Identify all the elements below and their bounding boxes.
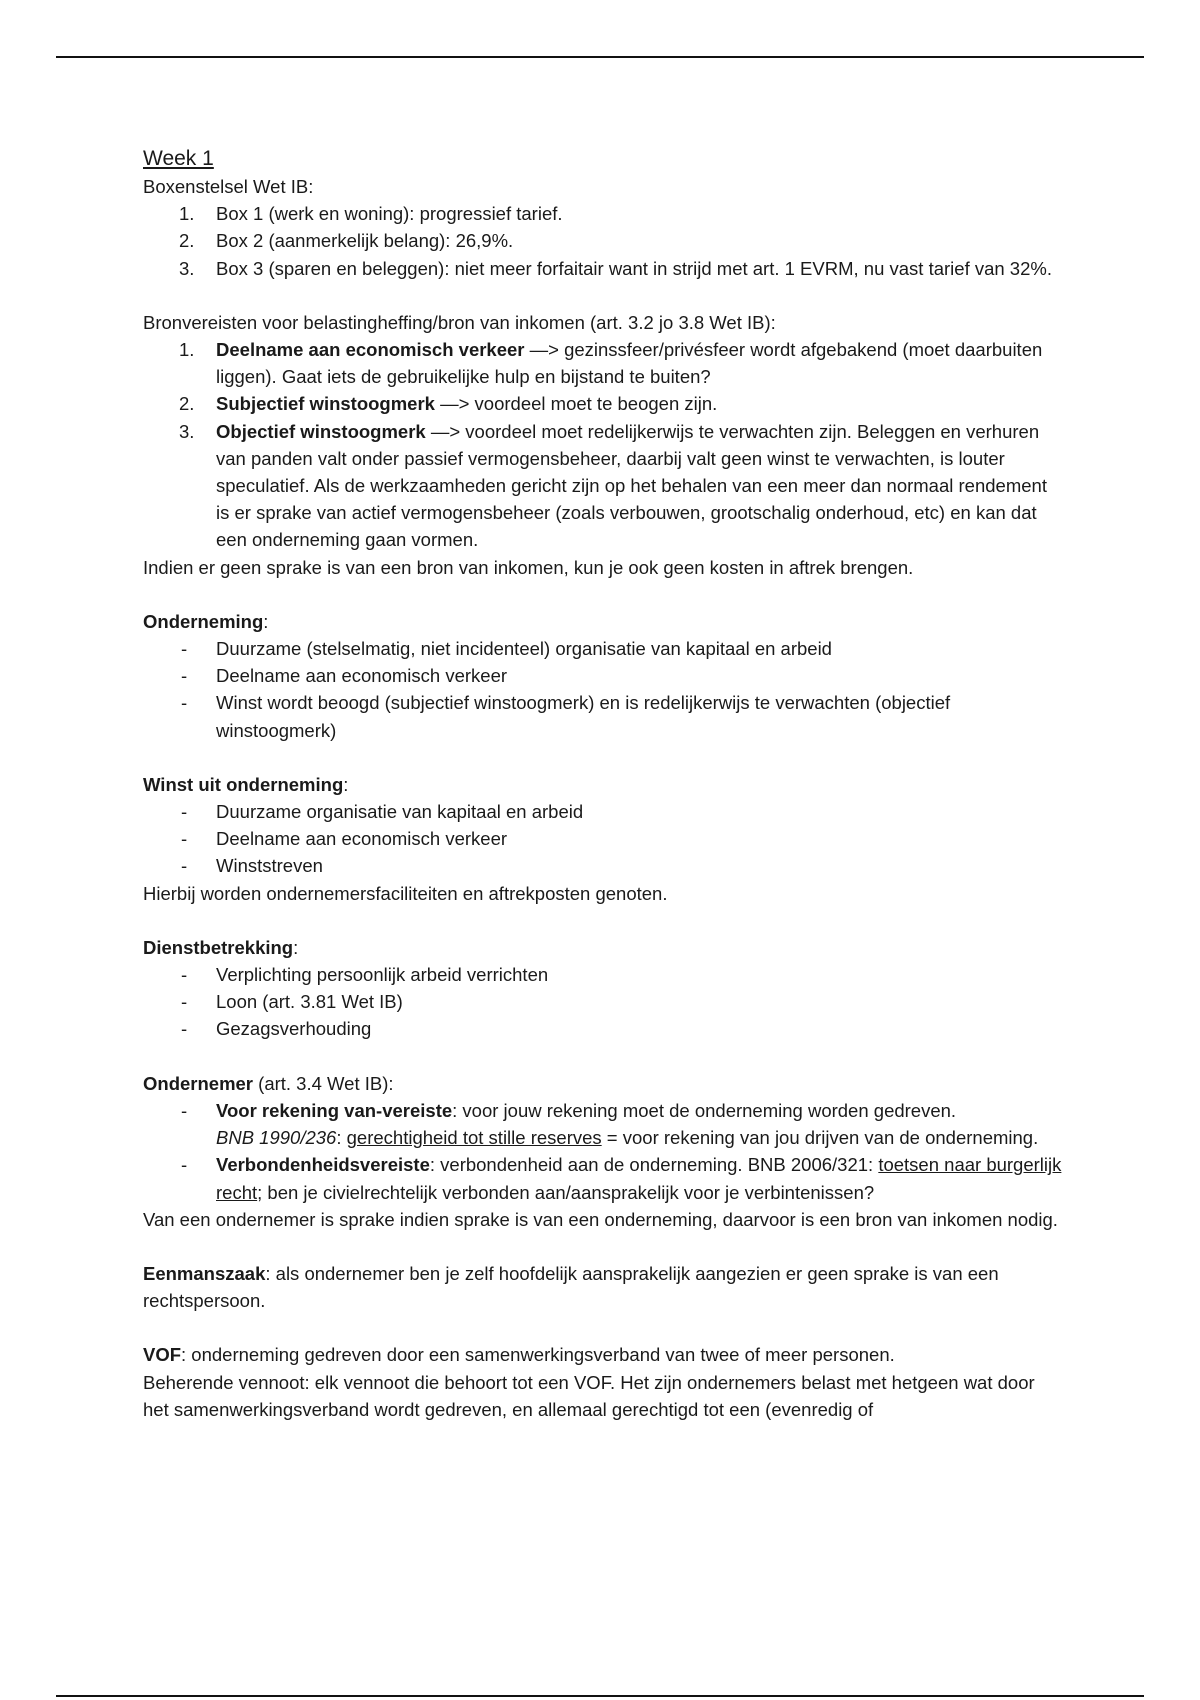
page-title: Week 1 [143,147,214,170]
winst-outro: Hierbij worden ondernemersfaciliteiten en aftrekposten genoten. [143,882,668,904]
onderneming-list [143,635,1063,744]
list-dash: - [181,991,188,1013]
list-item: - Voor rekening van-vereiste: voor jouw rekening moet de onderneming worden gedreven. BNB 1990/236: gerechtigheid tot stille reserves = voor rekening van jou drijven van de onderneming. [143,1097,1063,1151]
list-dash: - [181,1099,188,1121]
list-dash: - [181,638,188,660]
ondernemer-outro: Van een ondernemer is sprake indien sprake is van een onderneming, daarvoor is een bron van inkomen nodig. [143,1208,1058,1230]
list-item: - Verbondenheidsvereiste: verbondenheid aan de onderneming. BNB 2006/321: toetsen naar burgerlijk recht; ben je civielrechtelijk verbonden aan/aansprakelijk voor je verbintenissen? [143,1151,1063,1205]
list-dash: - [181,665,188,687]
list-item: - Winst wordt beoogd (subjectief winstoogmerk) en is redelijkerwijs te verwachten (objectief winstoogmerk) [143,689,1063,743]
list-item: 3. Box 3 (sparen en beleggen): niet meer forfaitair want in strijd met art. 1 EVRM, nu vast tarief van 32%. [143,255,1063,282]
ondernemer-heading: Ondernemer (art. 3.4 Wet IB): [143,1072,394,1094]
document-body [143,145,1063,1423]
list-number: 2. [179,393,195,415]
list-number: 1. [179,203,195,225]
bron-intro: Bronvereisten voor belastingheffing/bron van inkomen (art. 3.2 jo 3.8 Wet IB): [143,311,776,333]
list-item: - Verplichting persoonlijk arbeid verrichten [143,961,1063,988]
list-dash: - [181,692,188,714]
list-dash: - [181,1154,188,1176]
list-number: 2. [179,230,195,252]
list-item: - Deelname aan economisch verkeer [143,662,1063,689]
ondernemer-list [143,1097,1063,1206]
list-item: - Duurzame organisatie van kapitaal en arbeid [143,798,1063,825]
footer-rule [56,1695,1144,1697]
winst-list [143,798,1063,880]
list-item: 3. Objectief winstoogmerk —> voordeel moet redelijkerwijs te verwachten zijn. Beleggen en verhuren van panden valt onder passief vermogensbeheer, daarbij valt geen winst te verwachten, is louter speculatief. Als de werkzaamheden gericht zijn op het behalen van een meer dan normaal rendement is er sprake van actief vermogensbeheer (zoals verbouwen, grootschalig onderhoud, etc) en kan dat een onderneming gaan vormen. [143,418,1063,554]
list-item: 1. Deelname aan economisch verkeer —> gezinssfeer/privésfeer wordt afgebakend (moet daarbuiten liggen). Gaat iets de gebruikelijke hulp en bijstand te buiten? [143,336,1063,390]
onderneming-heading: Onderneming: [143,610,269,632]
list-item: - Winststreven [143,852,1063,879]
eenmanszaak-paragraph: Eenmanszaak: als ondernemer ben je zelf hoofdelijk aansprakelijk aangezien er geen sprake is van een rechtspersoon. [143,1262,999,1312]
list-item: 2. Subjectief winstoogmerk —> voordeel moet te beogen zijn. [143,390,1063,417]
list-dash: - [181,964,188,986]
list-number: 3. [179,257,195,279]
box-intro: Boxenstelsel Wet IB: [143,176,314,197]
vof-paragraph: VOF: onderneming gedreven door een samenwerkingsverband van twee of meer personen. [143,1344,895,1366]
list-dash: - [181,1018,188,1040]
list-dash: - [181,855,188,877]
box-list [143,200,1063,282]
bron-list [143,336,1063,554]
list-item: - Loon (art. 3.81 Wet IB) [143,988,1063,1015]
list-number: 1. [179,339,195,361]
list-dash: - [181,801,188,823]
header-rule [56,56,1144,58]
list-item: - Duurzame (stelselmatig, niet incidenteel) organisatie van kapitaal en arbeid [143,635,1063,662]
list-item: 1. Box 1 (werk en woning): progressief tarief. [143,200,1063,227]
dienst-heading: Dienstbetrekking: [143,936,299,958]
vof-line2: Beherende vennoot: elk vennoot die behoort tot een VOF. Het zijn ondernemers belast met hetgeen wat door het samenwerkingsverband wordt gedreven, en allemaal gerechtigd tot een (evenredig of [143,1371,1035,1420]
list-item: - Gezagsverhouding [143,1015,1063,1042]
list-number: 3. [179,420,195,442]
list-item: 2. Box 2 (aanmerkelijk belang): 26,9%. [143,227,1063,254]
list-item: - Deelname aan economisch verkeer [143,825,1063,852]
list-dash: - [181,828,188,850]
bron-outro: Indien er geen sprake is van een bron van inkomen, kun je ook geen kosten in aftrek brengen. [143,556,914,578]
winst-heading: Winst uit onderneming: [143,773,349,795]
dienst-list [143,961,1063,1043]
